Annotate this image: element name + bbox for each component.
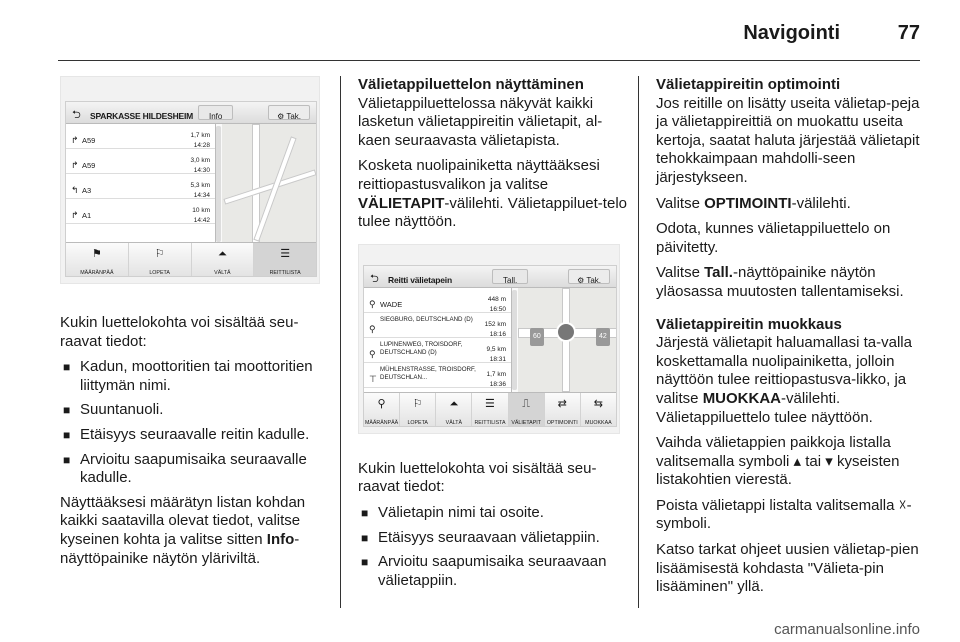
col3-paragraph-5 [656,334,924,427]
route-name: A59 [82,161,96,170]
map-view[interactable] [222,124,316,244]
turn-right-icon: ↱ [71,160,79,170]
edit-icon: ⇆ [593,397,604,410]
column-2 [358,76,630,596]
gear-icon: ⚙ [277,112,285,121]
route-distance: 3,0 km [190,157,210,164]
avoid-button[interactable] [436,393,472,426]
route-name: A3 [82,186,92,195]
bottom-toolbar [364,392,616,426]
route-list-button[interactable] [254,243,316,276]
waypoint-icon: ⚲ [369,323,376,334]
p2-text-end: -välilehti. [791,194,851,212]
stop-button[interactable] [129,243,192,276]
col3-paragraph-1: Jos reitille on lisätty useita välietap-peja ja välietappireittiä on muokattu useita kertoja, saatat haluta järjestää välietapit tehokkaimpaan mahdolli-seen järjestykseen. [656,94,920,186]
optimize-icon: ⇄ [557,397,567,410]
stop-button[interactable] [400,393,436,426]
outro-text-end: -näyttöpainike näytön yläriviltä. [60,530,300,567]
col3-paragraph-4 [656,264,924,301]
list-item: ■ Etäisyys seuraavaan välietappiin. [358,529,630,548]
optimize-tab-label: OPTIMOINTI [546,419,578,426]
road-icon: ⏶ [217,248,227,260]
muokkaa-keyword: MUOKKAA [702,389,782,407]
waypoint-distance: 152 km [484,320,506,328]
turn-left-icon: ↰ [71,185,79,195]
list-item[interactable] [66,174,215,199]
col2-paragraph-2 [358,157,630,231]
list-item: ■ Välietapin nimi tai osoite. [358,504,630,523]
list-scrollbar[interactable] [512,290,517,390]
route-list-button[interactable] [472,393,508,426]
destination-pin-icon: ⊤ [369,373,377,384]
column-1 [60,76,328,575]
waypoints-tab[interactable] [509,393,545,426]
page-number: 77 [897,22,920,44]
waypoint-eta: 16:50 [489,305,506,313]
col1-intro: Kukin luettelokohta voi sisältää seu-raavat tiedot: [60,314,299,350]
col1-bullet-list [60,358,328,488]
back-arrow-icon[interactable]: ⮌ [72,109,81,121]
p2-text-end: -välilehti. Välietappiluet-telo tulee näyttöön. [358,194,627,231]
flag-icon: ⚑ [91,248,102,260]
waypoint-eta: 18:31 [489,355,506,363]
waypoint-icon: ⚲ [369,298,376,309]
route-eta: 14:42 [193,217,210,224]
tall-keyword: Tall. [704,264,733,282]
car-flag-icon: ⚐ [412,397,423,410]
avoid-button-label: VÄLTÄ [214,270,231,276]
waypoint-name: SIEGBURG, DEUTSCHLAND (D) [380,315,473,323]
section-heading: Välietappiluettelon näyttäminen [358,76,584,93]
car-flag-icon: ⚐ [154,248,165,260]
p4-text: Valitse [656,264,705,282]
route-eta: 14:34 [193,192,210,199]
col3-paragraph-6: Vaihda välietappien paikkoja listalla valitsemalla symboli ▴ tai ▾ kyseisten listakohtien vierestä. [656,434,900,489]
destination-button[interactable] [66,243,129,276]
route-list [66,124,216,244]
destination-button-label: MÄÄRÄNPÄÄ [80,270,114,276]
p4-text-end: -näyttöpainike näytön yläosassa muutosten tallentamiseksi. [656,264,904,300]
p5-text: Järjestä välietapit haluamallasi ta-valla koskettamalla nuolipainiketta, jolloin näyttöön tulee reittiopastusva-likko, ja valitse [656,334,912,407]
col3-paragraph-3: Odota, kunnes välietappiluettelo on päivitetty. [656,220,891,256]
waypoint-name: WADE [380,299,403,309]
figure-route-list [60,76,320,284]
list-item[interactable] [364,363,511,388]
back-arrow-icon[interactable]: ⮌ [370,272,379,285]
current-position-icon [556,322,576,342]
tak-button[interactable] [268,105,310,120]
route-list-button-label: REITTILISTA [269,270,301,276]
col1-outro [60,494,328,568]
gear-icon: ⚙ [577,275,585,285]
edit-tab-label: MUOKKAA [585,419,612,426]
optimointi-keyword: OPTIMOINTI [704,194,792,212]
route-list-icon: ☰ [280,248,291,260]
stop-button-label: LOPETA [149,270,170,276]
col2-paragraph-1: Välietappiluettelossa näkyvät kaikki lasketun välietappireitin välietapit, al-kaen seuraavasta välietapista. [358,94,603,149]
waypoint-name: MÜHLENSTRASSE, TROISDORF, DEUTSCHLAN... [380,365,476,381]
list-scrollbar[interactable] [216,126,221,242]
waypoint-list [364,288,512,392]
turn-right-icon: ↱ [71,210,79,220]
section-heading-edit: Välietappireitin muokkaus [656,315,842,333]
col3-paragraph-2 [656,195,924,214]
p5-text-end: -välilehti. Välietappiluettelo tulee näyttöön. [656,389,873,426]
stop-button-label: LOPETA [407,419,428,426]
bottom-toolbar [66,242,316,276]
destination-button[interactable] [364,393,400,426]
page-header-title: Navigointi [743,22,840,44]
screen-title: SPARKASSE HILDESHEIM [90,111,194,121]
speed-label: 42 [596,328,610,347]
route-list-icon: ☰ [485,397,495,410]
valietapit-keyword: VÄLIETAPIT [358,194,445,212]
list-item: ■ Kadun, moottoritien tai moottoritien liittymän nimi. [60,358,328,395]
list-item[interactable] [364,313,511,338]
waypoint-distance: 1,7 km [486,370,506,378]
edit-tab[interactable] [581,393,616,426]
col3-paragraph-7: Poista välietappi listalta valitsemalla ☓-symboli. [656,496,912,533]
footer-watermark: carmanualsonline.info [774,621,920,638]
avoid-button-label: VÄLTÄ [445,419,463,426]
list-item: ■ Suuntanuoli. [60,401,328,420]
screen-top-bar [66,102,316,124]
waypoint-name: LUPINENWEG, TROISDORF, DEUTSCHLAND (D) [380,340,463,356]
list-item: ■ Arvioitu saapumisaika seuraavalle kadulle. [60,451,328,488]
waypoint-eta: 18:16 [489,330,506,338]
list-item[interactable] [364,338,511,363]
waypoint-distance: 448 m [487,295,506,303]
route-distance: 5,3 km [190,182,210,189]
save-tab[interactable]: Tall. [492,269,528,284]
info-tab[interactable]: Info [198,105,233,120]
waypoints-tab-label: VÄLIETAPIT [511,419,541,426]
route-eta: 14:30 [193,167,210,174]
p2-text: Kosketa nuolipainiketta näyttääksesi reittiopastusvalikon ja valitse [358,157,600,193]
search-icon: ⚲ [377,397,386,410]
outro-text: Näyttääksesi määrätyn listan kohdan kaikki saatavilla olevat tiedot, valitse kyseinen kohta ja valitse sitten [60,493,306,548]
col2-bullet-list [358,504,630,590]
list-item[interactable] [66,199,215,224]
column-divider-2 [638,76,639,608]
road-icon: ⏶ [449,397,459,410]
screen-top-bar [364,266,616,288]
tak-button-label: Tak. [286,112,301,121]
list-item[interactable] [66,149,215,174]
col2-intro: Kukin luettelokohta voi sisältää seu-raavat tiedot: [358,459,597,496]
tak-button-label: Tak. [586,275,601,285]
route-list-screen [65,101,317,277]
col3-paragraph-8: Katso tarkat ohjeet uusien välietap-pien lisäämisestä kohdasta "Välieta-pin lisääminen" yllä. [656,541,919,596]
waypoints-icon: ⎍ [522,397,530,410]
route-eta: 14:28 [193,142,210,149]
speed-label: 60 [530,328,544,347]
waypoint-distance: 9,5 km [486,345,506,353]
info-keyword: Info [266,530,295,548]
map-view[interactable] [518,288,616,392]
list-item[interactable] [66,124,215,149]
header-rule [58,60,920,61]
column-3 [656,76,924,604]
waypoint-icon: ⚲ [369,348,376,359]
column-divider-1 [340,76,341,608]
waypoint-list-screen [363,265,617,427]
optimize-tab[interactable] [545,393,581,426]
route-name: A1 [82,211,92,220]
destination-button-label: MÄÄRÄNPÄÄ [364,419,399,426]
section-heading-optimize: Välietappireitin optimointi [656,76,841,93]
route-distance: 10 km [192,207,210,214]
route-distance: 1,7 km [190,132,210,139]
figure-waypoint-list [358,244,620,434]
tak-button[interactable] [568,269,610,284]
avoid-button[interactable] [192,243,255,276]
screen-title: Reitti välietapein [388,274,452,285]
list-item: ■ Etäisyys seuraavalle reitin kadulle. [60,426,328,445]
p2-text: Valitse [656,194,705,212]
turn-right-icon: ↱ [71,135,79,145]
list-item[interactable] [364,288,511,313]
route-name: A59 [82,136,96,145]
list-item: ■ Arvioitu saapumisaika seuraavaan välietappiin. [358,553,630,590]
waypoint-eta: 18:36 [489,380,506,388]
route-list-button-label: REITTILISTA [474,419,506,426]
